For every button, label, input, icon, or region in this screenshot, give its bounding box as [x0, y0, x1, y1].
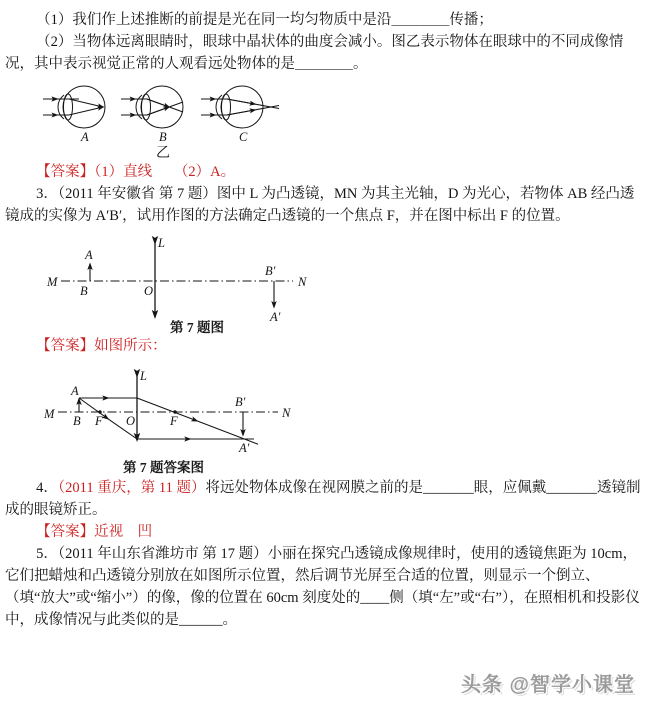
lens-label-l: L [158, 236, 165, 250]
eye-figure-caption: 乙 [156, 146, 170, 159]
optical-center-label-o: O [144, 284, 154, 298]
construction-rays [79, 398, 258, 444]
eye-figure-canvas [29, 81, 309, 159]
q5-source: （2011 年山东省潍坊市 第 17 题） [57, 546, 268, 562]
q3-body: 图中 L 为凸透镜，MN 为其主光轴，D 为光心，若物体 AB 经凸透镜成的实像为 A′B′，试用作图的方法确定凸透镜的一个焦点 F，并在图中标出 F 的位置。 [5, 186, 635, 224]
figure-caption: 第 7 题答案图 [123, 460, 204, 475]
question-5 [5, 543, 642, 631]
image-base-label-b-prime: B′ [235, 395, 246, 409]
optical-center-label-o: O [126, 414, 136, 428]
answer-tag: 【答案】 [36, 524, 95, 540]
eye-imaging-figure [29, 81, 642, 159]
focal-point-right-label: F [170, 414, 178, 428]
axis-label-n: N [298, 275, 307, 289]
answer-4 [5, 521, 642, 543]
answer-3 [5, 335, 642, 357]
eye-a-diagram [43, 86, 105, 128]
axis-label-m: M [47, 275, 58, 289]
eye-a-label: A [81, 130, 89, 144]
focal-point-left-label: F [95, 414, 103, 428]
lens-answer-canvas [26, 369, 366, 477]
q3-number: 3． [36, 186, 58, 202]
q5-number: 5． [36, 546, 58, 562]
eyeball-outline [141, 86, 183, 128]
eye-b-label: B [159, 130, 167, 144]
image-tip-label-a-prime: A′ [270, 310, 281, 324]
answer-3-text: 如图所示： [94, 338, 167, 354]
question-3 [5, 183, 642, 227]
object-tip-label-a: A [71, 384, 79, 398]
object-base-label-b: B [80, 284, 88, 298]
answer-tag: 【答案】 [36, 164, 95, 180]
eye-c-label: C [239, 130, 248, 144]
intro-paragraph-2 [5, 31, 642, 75]
q3-source: （2011 年安徽省 第 7 题） [57, 186, 217, 202]
q4-number: 4． [36, 480, 58, 496]
lens-question-figure [27, 235, 642, 335]
object-base-label-b: B [73, 414, 81, 428]
image-tip-label-a-prime: A′ [239, 441, 250, 455]
crystalline-lens [222, 94, 231, 120]
lens-answer-figure [26, 369, 642, 477]
eye-b-diagram [121, 86, 183, 128]
crystalline-lens [64, 94, 73, 120]
question-4 [5, 477, 642, 521]
answer-4-text: 近视 凹 [94, 524, 153, 540]
eyeball-outline [63, 86, 105, 128]
answer-1 [5, 161, 642, 183]
object-tip-label-a: A [85, 248, 93, 262]
toutiao-watermark: 头条 @智学小课堂 [460, 674, 635, 696]
crystalline-lens [142, 94, 151, 120]
eyeball-outline [221, 86, 263, 128]
light-rays [201, 99, 279, 115]
q5-body: 小丽在探究凸透镜成像规律时，使用的透镜焦距为 10cm，它们把蜡烛和凸透镜分别放在如图所示位置，然后调节光屏至合适的位置，则显示一个倒立、（填“放大”或“缩小”）的像，像的位置在 60cm 刻度处的____侧（填“左”或“右”），在照相机和投影仪中，成像情况与此类似的是______。 [5, 546, 640, 628]
axis-label-m: M [44, 407, 55, 421]
intro-line-1: （1）我们作上述推断的前提是光在同一均匀物质中是沿＿＿＿＿传播； [36, 12, 493, 28]
intro-line-2: （2）当物体远离眼睛时，眼球中晶状体的曲度会减小。图乙表示物体在眼球中的不同成像情况，其中表示视觉正常的人观看远处物体的是＿＿＿＿。 [5, 34, 624, 72]
answer-1-text: （1）直线 （2）A。 [94, 164, 236, 180]
answer-tag: 【答案】 [36, 338, 95, 354]
q4-source: （2011 重庆，第 11 题） [57, 480, 206, 496]
q4-body: 将远处物体成像在视网膜之前的是_______眼，应佩戴_______透镜制成的眼镜矫正。 [5, 480, 641, 518]
intro-paragraph-1 [5, 9, 642, 31]
axis-label-n: N [282, 406, 291, 420]
light-rays [121, 99, 183, 115]
figure-caption: 第 7 题图 [170, 320, 224, 335]
image-base-label-b-prime: B′ [265, 264, 276, 278]
lens-question-canvas [27, 235, 327, 335]
lens-label-l: L [140, 369, 147, 383]
eye-c-diagram [201, 86, 279, 128]
